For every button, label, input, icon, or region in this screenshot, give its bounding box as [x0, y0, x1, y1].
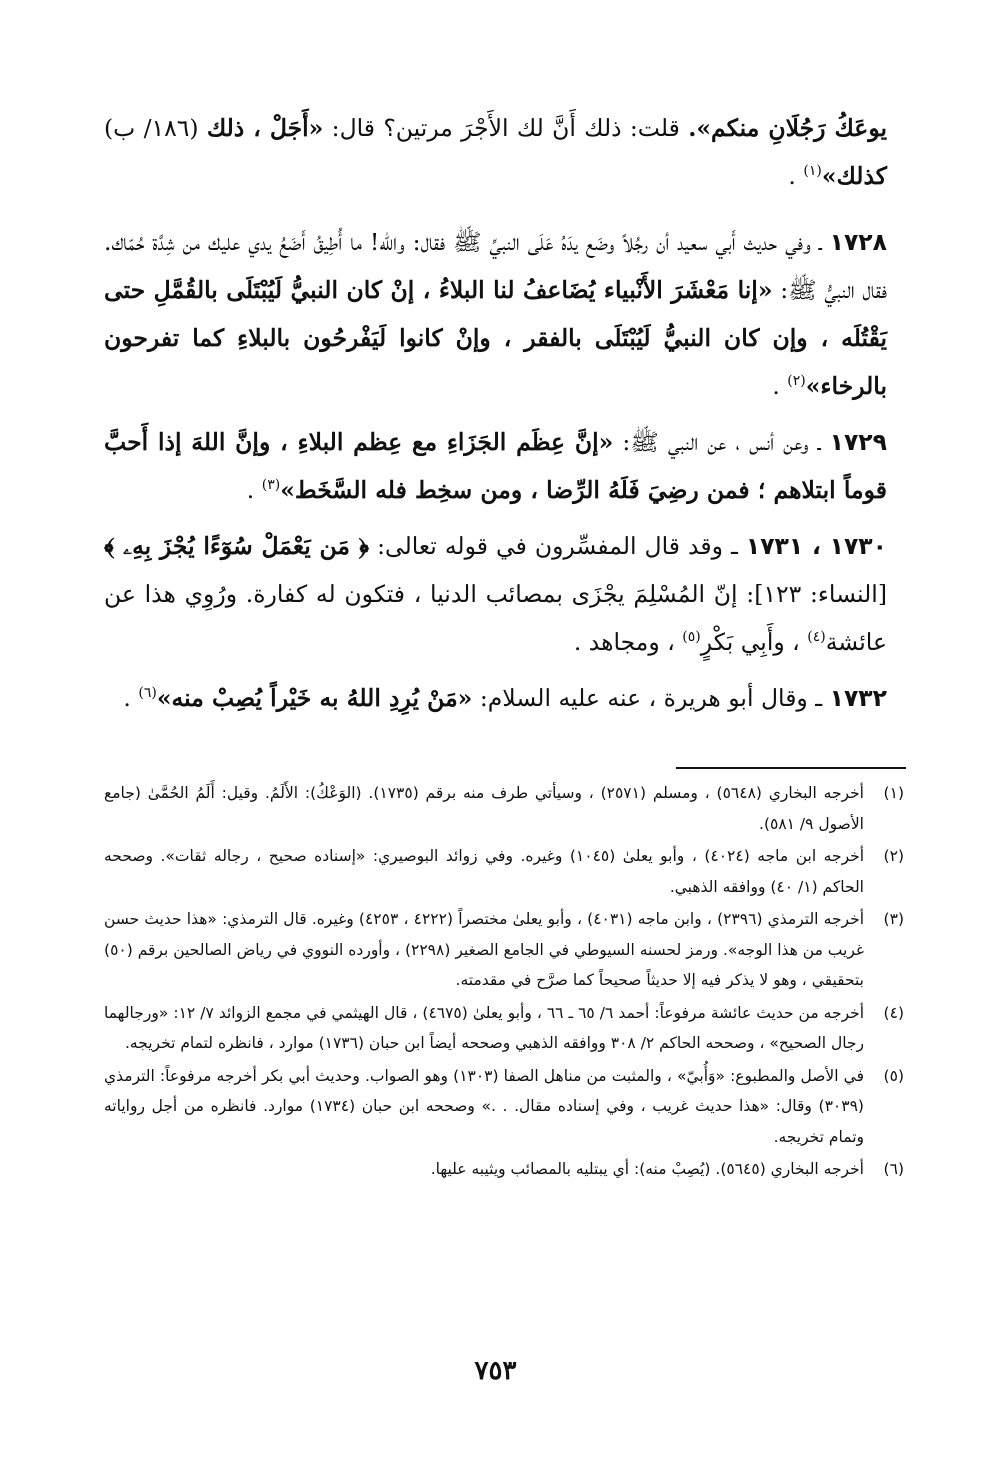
- folio-reference: (١٨٦/ ب): [104, 114, 207, 142]
- hadith-number: ١٧٢٨: [829, 228, 887, 256]
- narration-text: ، ومجاهد .: [573, 628, 683, 656]
- footnote-text: أخرجه ابن ماجه (٤٠٢٤) ، وأبو يعلىٰ (١٠٤٥) وغيره. وفي زوائد البوصيري: «إسناده صحيح ، رجاله ثقات». وصححه الحاكم (١/ ٤٠) ووافقه الذهبي.: [104, 847, 865, 896]
- narration-text: ـ وقد قال المفسِّرون في قوله تعالى:: [369, 532, 746, 560]
- paragraph-1730-1731: [104, 522, 887, 666]
- footnote-text: أخرجه من حديث عائشة مرفوعاً: أحمد ٦/ ٦٥ ـ ٦٦ ، وأبو يعلىٰ (٤٦٧٥) ، قال الهيثمي في مجمع الزوائد ٧/ ١٢: «ورجالهما رجال الصحيح» ، وصححه الحاكم ٢/ ٣٠٨ ووافقه الذهبي وصححه أيضاً ابن حبان (١٧٣٦) موارد ، فانظره لتمام تخريجه.: [104, 1003, 865, 1052]
- footnote-number: (٥): [883, 1066, 904, 1085]
- footnote-number: (٤): [883, 1003, 904, 1022]
- hadith-text: «مَنْ يُرِدِ اللهُ به خَيْراً يُصِبْ منه»: [156, 684, 473, 712]
- paragraph-continuation: [104, 104, 887, 200]
- hadith-text: كذلك»: [821, 162, 887, 190]
- footnote: [104, 998, 904, 1059]
- sentence-end: .: [788, 162, 804, 190]
- hadith-text: يوعَكُ رَجُلَانِ منكم».: [688, 114, 888, 142]
- paragraph-1728: [104, 218, 887, 410]
- footnote-text: أخرجه البخاري (٥٦٤٨) ، ومسلم (٢٥٧١) ، وسيأتي طرف منه برقم (١٧٣٥). (الوَعْكُ): الأَلَمُ. وقيل: أَلَمُ الحُمَّىٰ (جامع الأصول ٩/ ٥٨١).: [104, 784, 864, 833]
- footnote-ref-2: (٢): [787, 373, 806, 390]
- footnote-ref-1: (١): [803, 163, 822, 180]
- footnote-text: في الأصل والمطبوع: «وَأُبيّ» ، والمثبت من مناهل الصفا (١٣٠٣) وهو الصواب. وحديث أبي بكر أخرجه مرفوعاً: الترمذي (٣٠٣٩) وقال: «هذا حديث غريب ، وفي إسناده مقال. . .» وصححه ابن حبان (١٧٣٤) موارد. فانظره من أجل رواياته وتمام تخريجه.: [104, 1066, 864, 1146]
- narration-text: ، وأَبِي بَكْرٍ: [700, 628, 808, 656]
- footnote: [104, 1061, 904, 1153]
- paragraph-1729: [104, 418, 887, 514]
- main-text: [104, 104, 887, 730]
- footnote: [104, 1154, 904, 1185]
- narration-text: ـ وقال أبو هريرة ، عنه عليه السلام:: [472, 684, 830, 712]
- hadith-number: ١٧٣٠ ، ١٧٣١: [745, 532, 887, 560]
- hadith-text: «إنا مَعْشَرَ الأَنْبياء يُضَاعفُ لنا البلاءُ ، إنْ كان النبيُّ لَيُبْتَلَى بالقُمَّلِ حتى يَقْتُلَه ، وإن كان النبيُّ لَيُبْتَلَى بالفقر ، وإنْ كانوا لَيَفْرحُون بالبلاءِ كما تفرحون بالرخاء»: [104, 276, 887, 400]
- narration-text: ـ وفي حديث أَبي سعيد أن رجُلاً وضَع يدَهُ عَلَى النبيِّ ﷺ فقال: والله! ما أُطِيقُ أَضَعُ يدي عليك من شِدَّة حُمّاك. فقال النبيُّ ﷺ:: [104, 228, 887, 304]
- footnote-ref-6: (٦): [138, 685, 157, 702]
- paragraph-1732: [104, 674, 887, 722]
- footnote-separator: [676, 767, 906, 769]
- footnote-ref-4: (٤): [807, 629, 826, 646]
- footnote-text: أخرجه الترمذي (٢٣٩٦) ، وابن ماجه (٤٠٣١) ، وأبو يعلىٰ مختصراً (٤٢٢٢ ، ٤٢٥٣) وغيره. قال الترمذي: «هذا حديث حسن غريب من هذا الوجه». ورمز لحسنه السيوطي في الجامع الصغير (٢٢٩٨) ، وأورده النووي في رياض الصالحين برقم (٥٠) بتحقيقي ، وهو لا يذكر فيه إلا حديثاً صحيحاً كما صرَّح في مقدمته.: [104, 910, 865, 989]
- hadith-text: «أَجَلْ ، ذلك: [206, 114, 324, 142]
- footnote-number: (٢): [883, 847, 904, 865]
- footnote: [104, 904, 904, 996]
- page-number: ٧٥٣: [474, 1356, 517, 1386]
- footnote: [104, 778, 904, 839]
- footnote-number: (١): [883, 784, 904, 802]
- narration-text: [النساء: ١٢٣]: إنّ المُسْلِمَ يجْزَى بمصائب الدنيا ، فتكون له كفارة. ورُوِي هذا عن عائشة: [104, 580, 887, 656]
- sentence-end: .: [246, 476, 262, 504]
- footnote-number: (٦): [883, 1160, 904, 1178]
- footnote: [104, 841, 904, 902]
- footnote-number: (٣): [883, 910, 904, 928]
- hadith-number: ١٧٢٩: [829, 428, 887, 456]
- hadith-number: ١٧٣٢: [829, 684, 887, 712]
- narration-text: قلت: ذلك أَنَّ لك الأَجْرَ مرتين؟ قال:: [323, 114, 689, 142]
- footnote-ref-3: (٣): [261, 477, 281, 494]
- footnote-text: أخرجه البخاري (٥٦٤٥). (يُصِبْ منه): أي يبتليه بالمصائب ويثيبه عليها.: [430, 1160, 864, 1178]
- footnotes: [104, 778, 904, 1187]
- quran-verse: ﴿ مَن يَعْمَلْ سُوٓءًا يُجْزَ بِهِۦ ﴾: [104, 532, 370, 560]
- sentence-end: .: [123, 684, 139, 712]
- narration-text: ـ وعن أنس ، عن النبي ﷺ:: [613, 428, 830, 456]
- sentence-end: .: [772, 372, 788, 400]
- hadith-text: «إنَّ عِظَم الجَزَاءِ مع عِظم البلاءِ ، وإنَّ اللهَ إذا أَحبَّ قوماً ابتلاهم ؛ فمن رضِيَ فَلَهُ الرِّضا ، ومن سخِط فله السَّخَط»: [104, 428, 887, 504]
- footnote-ref-5: (٥): [682, 629, 701, 646]
